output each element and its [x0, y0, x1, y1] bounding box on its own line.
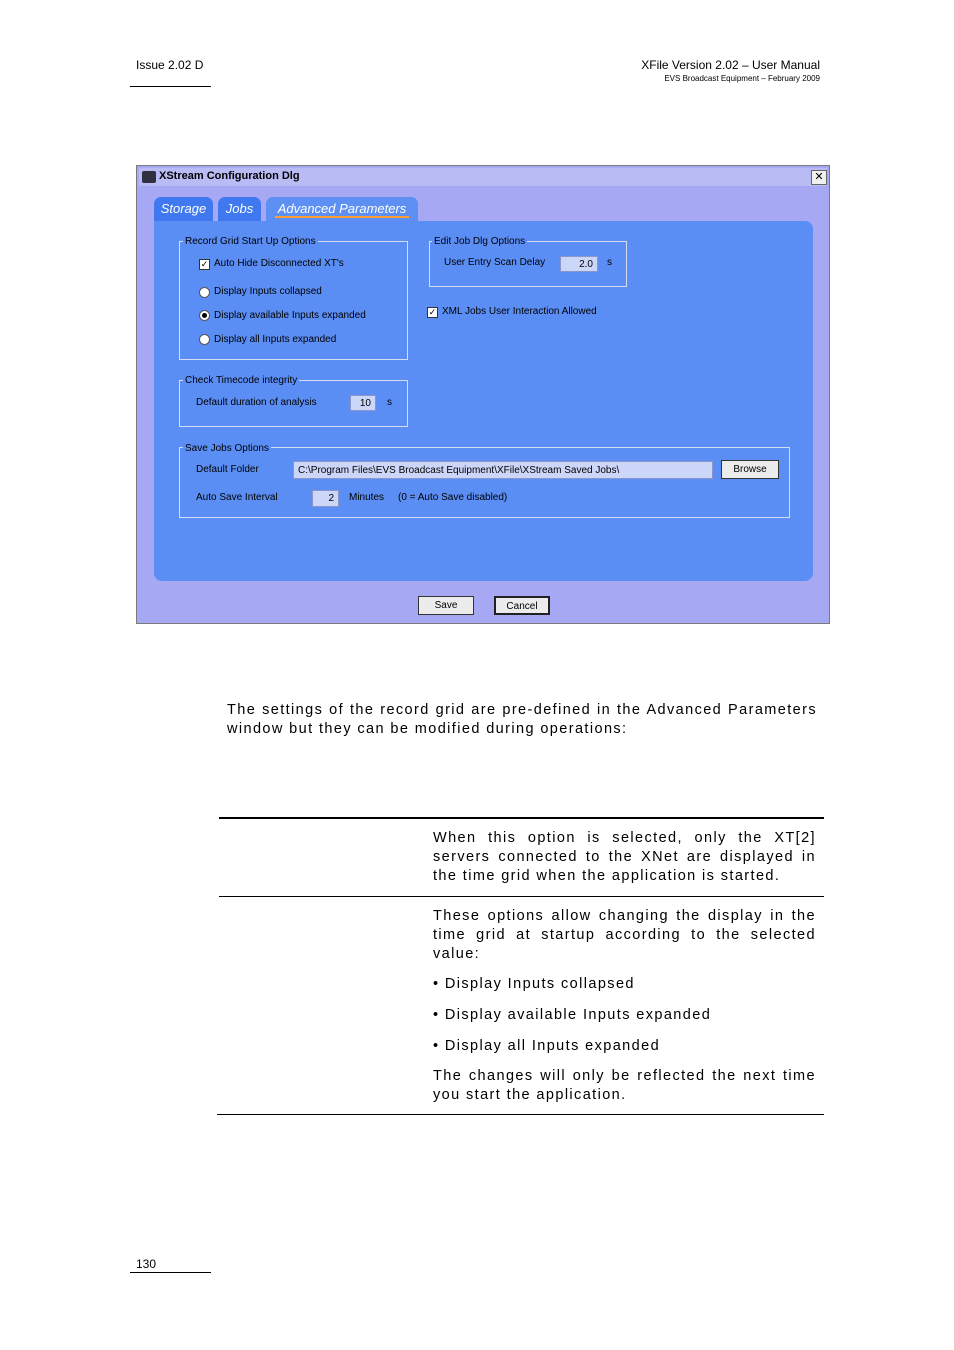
app-icon	[142, 171, 156, 183]
header-subtitle: EVS Broadcast Equipment – February 2009	[664, 74, 820, 83]
page-number: 130	[136, 1257, 157, 1271]
save-button[interactable]: Save	[418, 596, 474, 615]
tab-panel	[154, 221, 813, 581]
dialog-title: XStream Configuration Dlg	[159, 170, 300, 182]
duration-label: Default duration of analysis	[196, 397, 317, 408]
duration-unit: s	[387, 397, 392, 408]
footer-rule	[130, 1272, 211, 1273]
list-item-text: Display all Inputs expanded	[444, 1038, 661, 1054]
list-item-text: Display Inputs collapsed	[444, 976, 635, 992]
header-issue: Issue 2.02 D	[136, 58, 204, 72]
table-row-rule	[219, 896, 824, 897]
xml-jobs-checkbox[interactable]	[427, 307, 438, 318]
check-mark-icon: ✓	[428, 307, 437, 317]
save-jobs-group	[179, 447, 790, 518]
tab-jobs[interactable]: Jobs	[218, 197, 261, 221]
auto-save-interval-input[interactable]: 2	[312, 490, 339, 507]
radio-inputs-collapsed-label: Display Inputs collapsed	[214, 286, 322, 297]
check-mark-icon: ✓	[200, 259, 209, 269]
auto-save-interval-note: (0 = Auto Save disabled)	[398, 492, 508, 503]
default-folder-label: Default Folder	[196, 464, 259, 475]
radio-all-expanded[interactable]	[199, 334, 210, 345]
header-rule	[130, 86, 211, 87]
radio-available-expanded[interactable]	[199, 310, 210, 321]
cancel-button[interactable]: Cancel	[494, 596, 550, 615]
list-item: • Display all Inputs expanded	[433, 1038, 661, 1054]
auto-save-interval-label: Auto Save Interval	[196, 492, 278, 503]
scan-delay-unit: s	[607, 257, 612, 268]
config-dialog	[136, 165, 830, 624]
auto-hide-checkbox[interactable]	[199, 259, 210, 270]
row1-description: When this option is selected, only the XT[2] servers connected to the XNet are displayed in the time grid when the application is started.	[433, 830, 816, 884]
radio-inputs-collapsed[interactable]	[199, 287, 210, 298]
save-jobs-group-title: Save Jobs Options	[185, 443, 269, 454]
browse-button[interactable]: Browse	[721, 460, 779, 479]
radio-all-expanded-label: Display all Inputs expanded	[214, 334, 337, 345]
tab-storage[interactable]: Storage	[154, 197, 213, 221]
radio-available-expanded-label: Display available Inputs expanded	[214, 310, 366, 321]
header-title: XFile Version 2.02 – User Manual	[641, 58, 820, 72]
timecode-group-title: Check Timecode integrity	[185, 375, 298, 386]
row2-intro: These options allow changing the display in the time grid at startup according to the selected value:	[433, 908, 816, 962]
tab-advanced-parameters-label: Advanced Parameters	[275, 201, 410, 218]
dialog-titlebar	[139, 168, 827, 186]
tab-advanced-parameters[interactable]	[266, 197, 418, 221]
xml-jobs-label: XML Jobs User Interaction Allowed	[442, 306, 597, 317]
table-top-rule	[219, 817, 824, 819]
table-bottom-rule	[217, 1114, 824, 1115]
scan-delay-label: User Entry Scan Delay	[444, 257, 546, 268]
intro-paragraph: The settings of the record grid are pre-defined in the Advanced Parameters window but they can be modified during operations:	[227, 702, 817, 737]
list-item: • Display Inputs collapsed	[433, 976, 635, 992]
auto-save-interval-unit: Minutes	[349, 492, 385, 503]
list-item: • Display available Inputs expanded	[433, 1007, 712, 1023]
scan-delay-input[interactable]: 2.0	[560, 256, 598, 272]
duration-input[interactable]: 10	[350, 395, 376, 411]
list-item-text: Display available Inputs expanded	[444, 1007, 712, 1023]
row2-outro: The changes will only be reflected the next time you start the application.	[433, 1068, 816, 1103]
close-icon[interactable]: ✕	[811, 170, 827, 185]
default-folder-input[interactable]: C:\Program Files\EVS Broadcast Equipment\XFile\XStream Saved Jobs\	[293, 461, 713, 479]
record-grid-group-title: Record Grid Start Up Options	[185, 236, 316, 247]
auto-hide-label: Auto Hide Disconnected XT's	[214, 258, 344, 269]
edit-job-group-title: Edit Job Dlg Options	[434, 236, 526, 247]
radio-dot-icon	[202, 313, 207, 318]
